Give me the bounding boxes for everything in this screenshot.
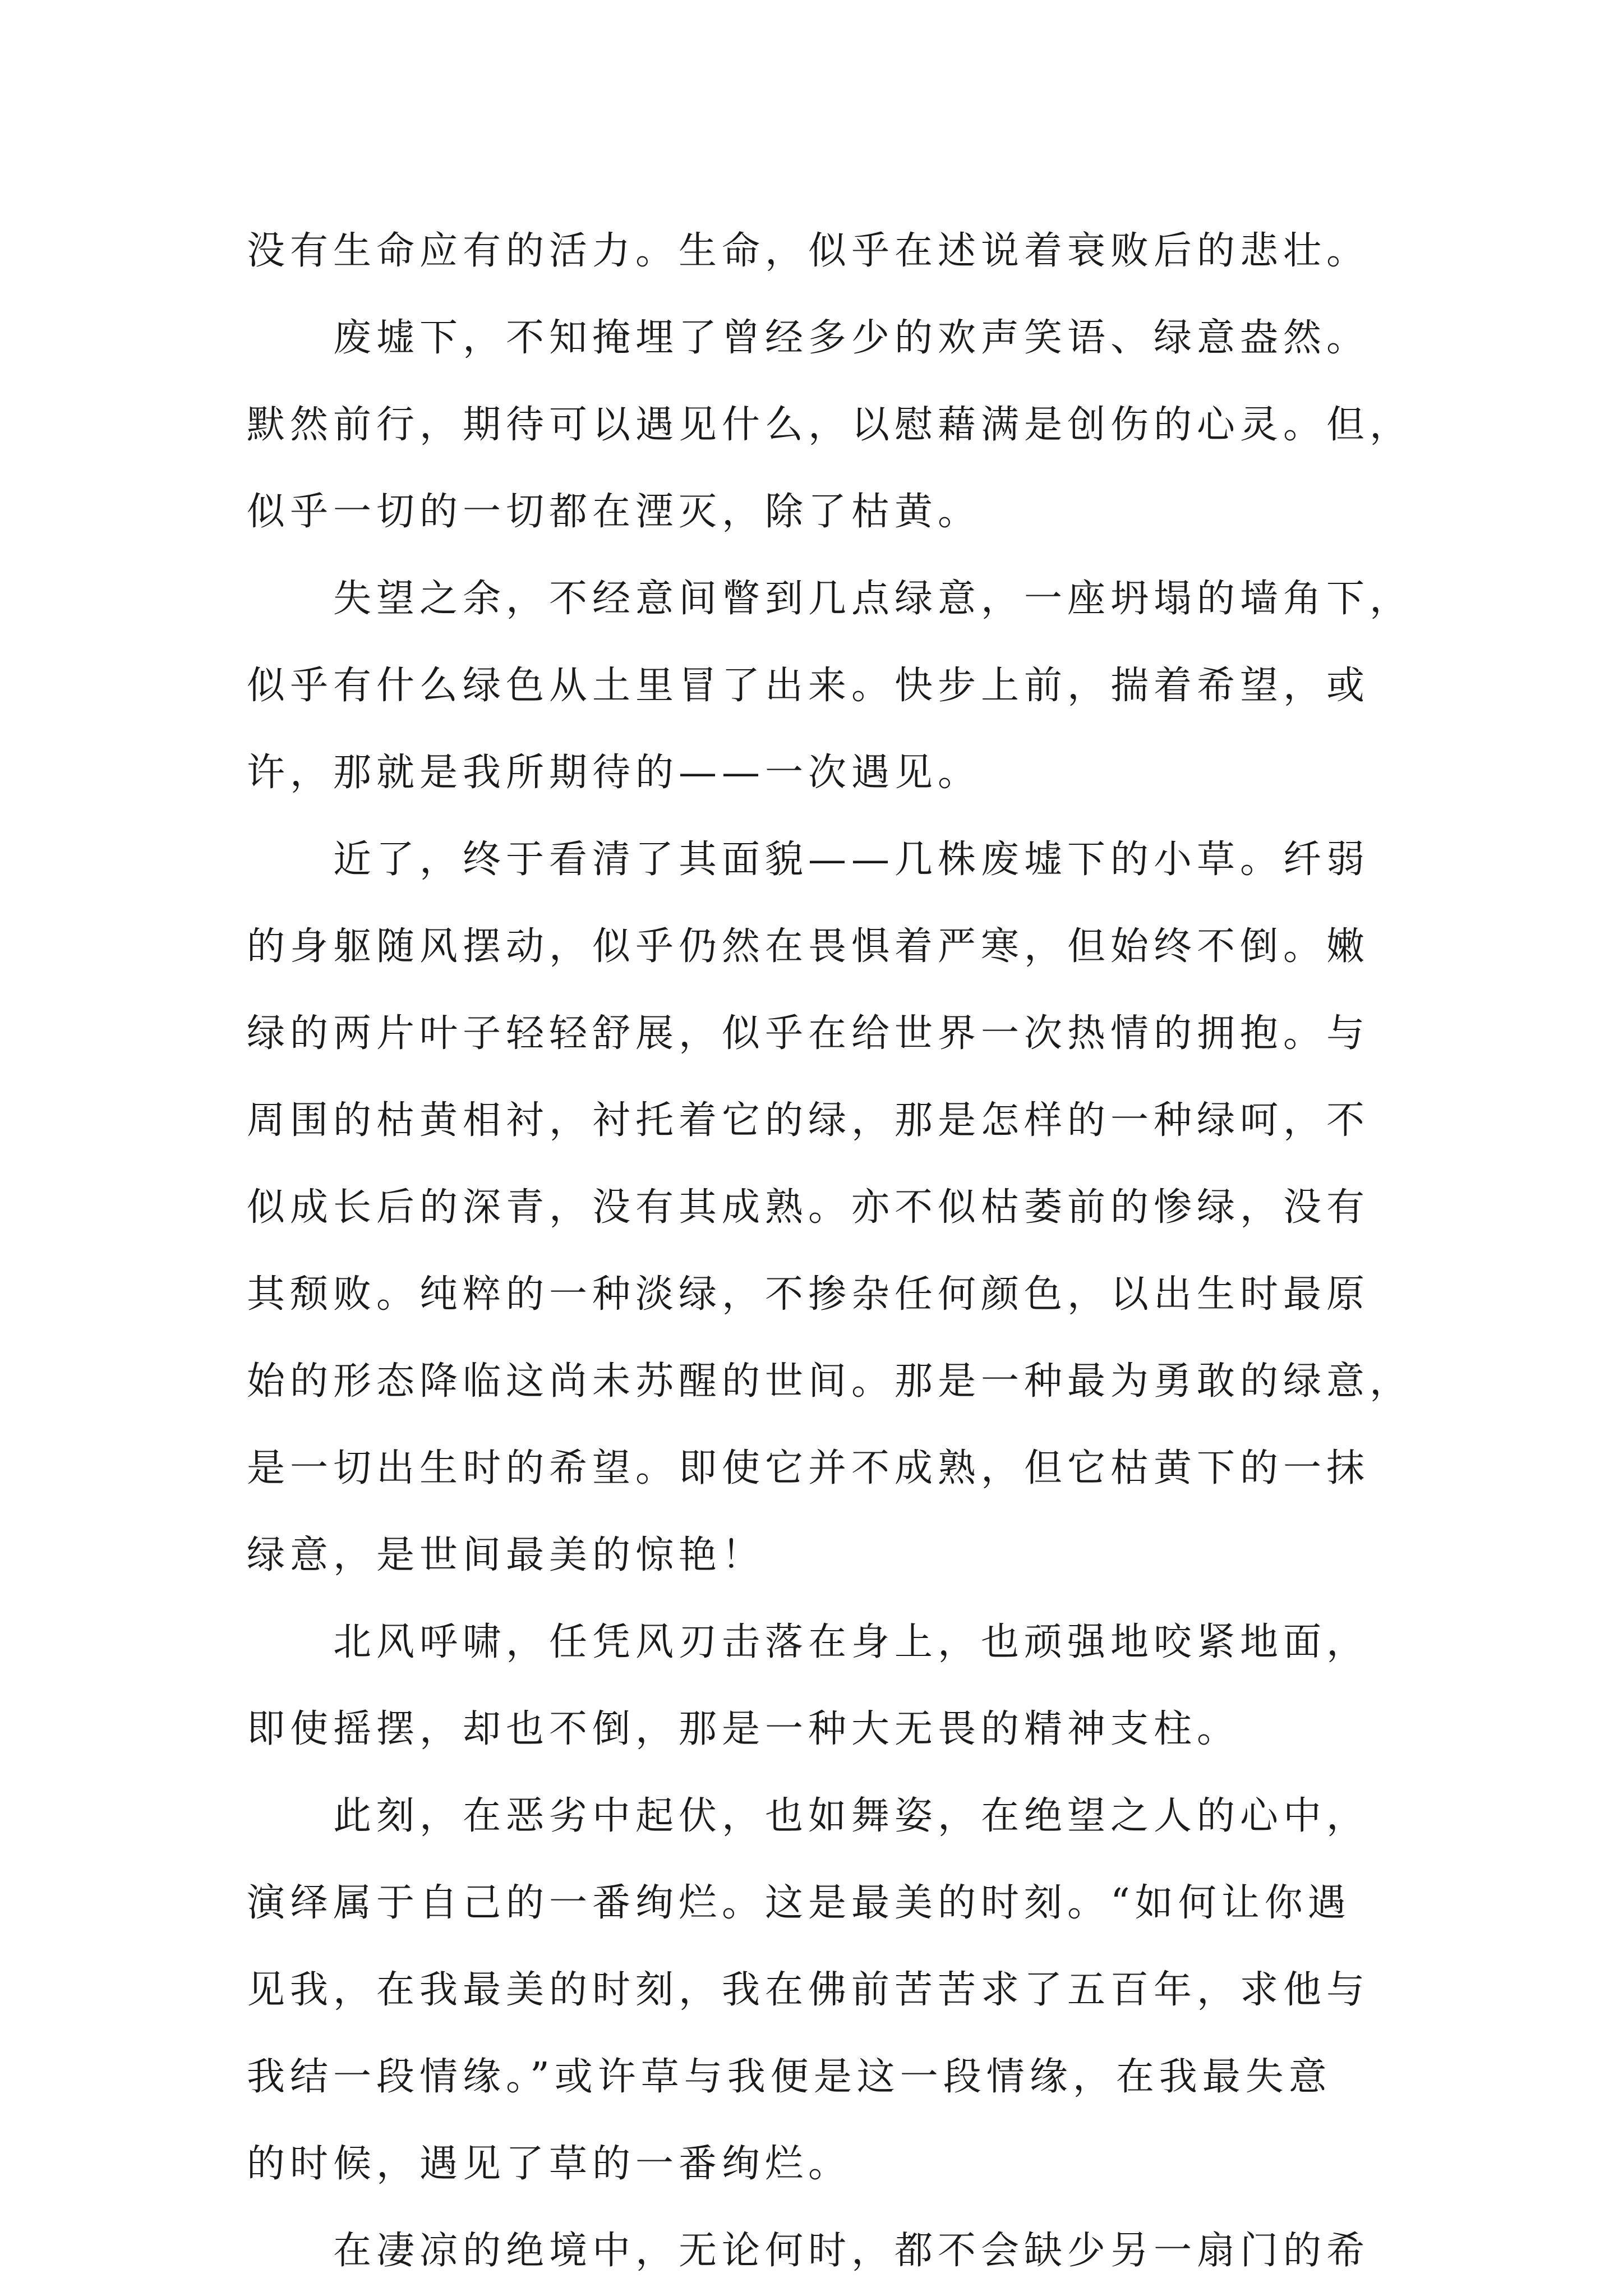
text-line: 演绎属于自己的一番绚烂。这是最美的时刻。“如何让你遇 [247,1881,1351,1925]
text-line: 始的形态降临这尚未苏醒的世间。那是一种最为勇敢的绿意， [247,1359,1413,1404]
text-line: 绿的两片叶子轻轻舒展，似乎在给世界一次热情的拥抱。与 [247,1011,1370,1056]
text-line: 周围的枯黄相衬，衬托着它的绿，那是怎样的一种绿呵，不 [247,1098,1370,1143]
text-line: 的身躯随风摆动，似乎仍然在畏惧着严寒，但始终不倒。嫩 [247,924,1370,969]
text-line: 其颓败。纯粹的一种淡绿，不掺杂任何颜色，以出生时最原 [247,1272,1370,1317]
paragraph-start-line: 近了，终于看清了其面貌——几株废墟下的小草。纤弱 [333,838,1370,882]
paragraph-start-line: 废墟下，不知掩埋了曾经多少的欢声笑语、绿意盎然。 [333,316,1370,360]
text-line: 的时候，遇见了草的一番绚烂。 [247,2142,852,2186]
text-line: 似成长后的深青，没有其成熟。亦不似枯萎前的惨绿，没有 [247,1185,1370,1230]
text-line: 见我，在我最美的时刻，我在佛前苦苦求了五百年，求他与 [247,1968,1370,2012]
text-line: 似乎一切的一切都在湮灭，除了枯黄。 [247,490,981,534]
paragraph-start-line: 失望之余，不经意间瞥到几点绿意，一座坍塌的墙角下， [333,577,1413,621]
text-line: 我结一段情缘。”或许草与我便是这一段情缘，在我最失意 [247,2055,1332,2099]
paragraph-start-line: 北风呼啸，任凭风刃击落在身上，也顽强地咬紧地面， [333,1620,1370,1664]
text-line: 没有生命应有的活力。生命，似乎在述说着衰败后的悲壮。 [247,229,1370,273]
text-line: 似乎有什么绿色从土里冒了出来。快步上前，揣着希望，或 [247,664,1370,708]
text-line: 绿意，是世间最美的惊艳！ [247,1533,766,1577]
paragraph-start-line: 在凄凉的绝境中，无论何时，都不会缺少另一扇门的希 [333,2229,1370,2273]
text-line: 是一切出生时的希望。即使它并不成熟，但它枯黄下的一抹 [247,1446,1370,1490]
text-line: 许，那就是我所期待的——一次遇见。 [247,751,981,795]
paragraph-start-line: 此刻，在恶劣中起伏，也如舞姿，在绝望之人的心中， [333,1794,1370,1838]
text-line: 默然前行，期待可以遇见什么，以慰藉满是创伤的心灵。但， [247,403,1413,447]
essay-body [247,208,1413,2294]
text-line: 即使摇摆，却也不倒，那是一种大无畏的精神支柱。 [247,1707,1241,1751]
